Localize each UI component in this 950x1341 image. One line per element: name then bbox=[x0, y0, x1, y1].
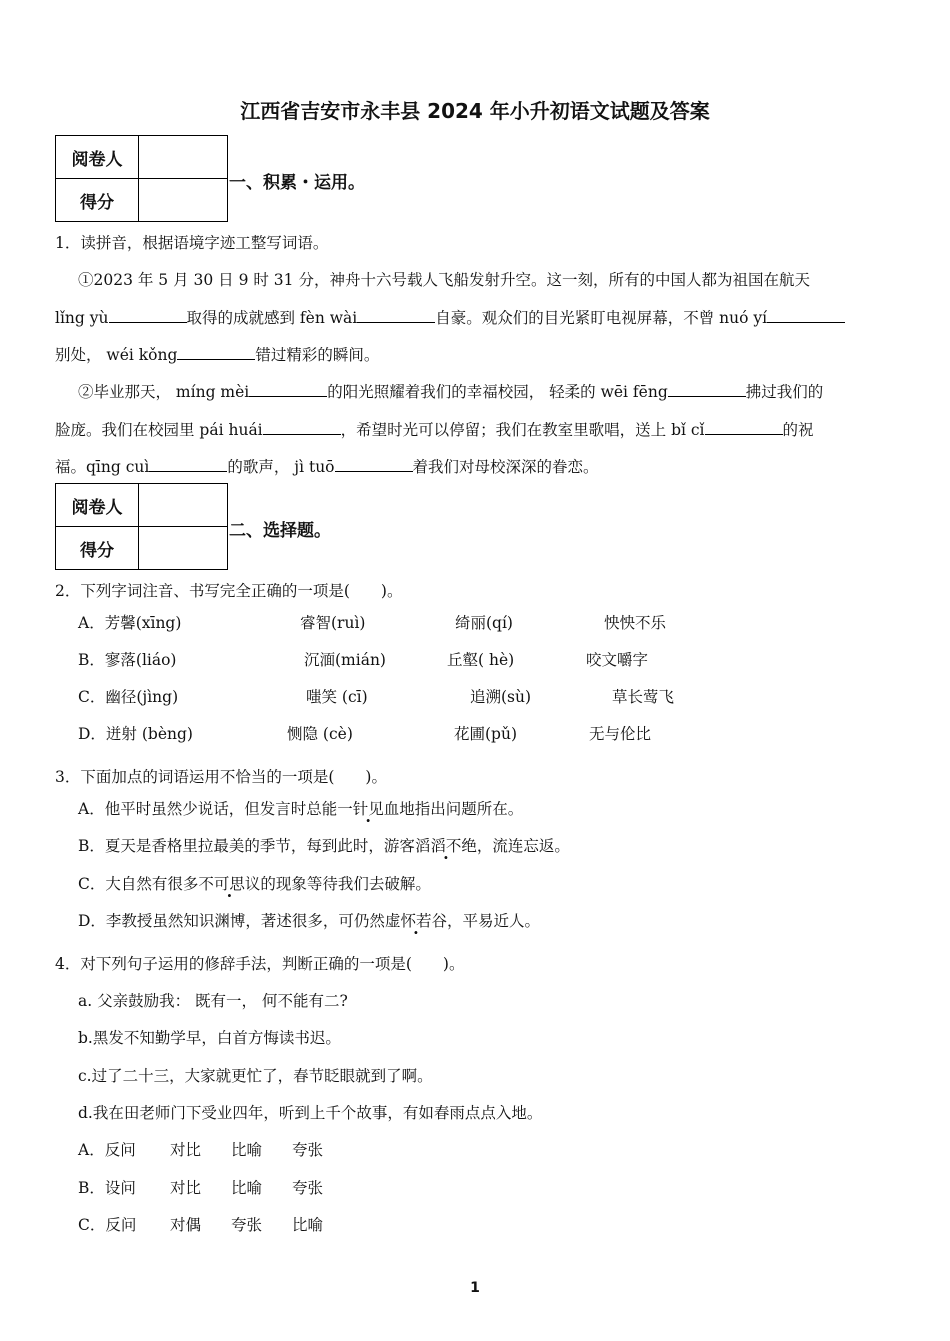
reviewer-field[interactable] bbox=[139, 484, 228, 527]
dotted-word: 滔滔不绝 bbox=[414, 837, 477, 855]
q4-option-a-4: 夸张 bbox=[292, 1141, 324, 1159]
q2-option-d-2: 恻隐 (cè) bbox=[287, 725, 353, 743]
q1-para1-line2: lǐng yù 取得的成就感到 fèn wài 自豪。观众们的目光紧盯电视屏幕，不曾 nuó yí bbox=[55, 306, 888, 328]
q4-sentence-b: b.黑发不知勤学早，白首方悔读书迟。 bbox=[78, 1029, 341, 1047]
answer-blank[interactable] bbox=[705, 421, 783, 435]
grading-box-2 bbox=[55, 483, 228, 570]
q2-option-d-4: 无与伦比 bbox=[589, 725, 652, 743]
section-2-heading: 二、选择题。 bbox=[229, 521, 331, 541]
q1-para1-line1: ①2023 年 5 月 30 日 9 时 31 分，神舟十六号载人飞船发射升空。这一刻，所有的中国人都为祖国在航天 bbox=[78, 271, 810, 289]
dotted-word: 虚怀若谷 bbox=[384, 912, 447, 930]
q2-option-c-4: 草长莺飞 bbox=[612, 688, 675, 706]
dotted-word: 一针见血 bbox=[337, 800, 400, 818]
q1-para2-line1: ②毕业那天， míng mèi 的阳光照耀着我们的幸福校园， 轻柔的 wēi fēng 拂过我们的 bbox=[78, 383, 824, 401]
q2-option-c-1[interactable]: C．幽径(jìng) bbox=[78, 688, 179, 706]
dotted-word: 不可思议 bbox=[198, 875, 261, 893]
q4-option-b[interactable]: B．设问 bbox=[78, 1179, 136, 1197]
q1-stem: 1．读拼音，根据语境字迹工整写词语。 bbox=[55, 234, 329, 252]
section-1-heading: 一、积累・运用。 bbox=[229, 173, 365, 193]
q2-stem: 2．下列字词注音、书写完全正确的一项是( )。 bbox=[55, 582, 403, 600]
q2-option-d-3: 花圃(pǔ) bbox=[454, 725, 517, 743]
q4-sentence-d: d.我在田老师门下受业四年，听到上千个故事，有如春雨点点入地。 bbox=[78, 1104, 543, 1122]
q2-option-a-3: 绮丽(qí) bbox=[455, 614, 513, 632]
q2-option-a-2: 睿智(ruì) bbox=[300, 614, 366, 632]
page-number: 1 bbox=[470, 1280, 480, 1296]
q3-option-b[interactable]: B．夏天是香格里拉最美的季节，每到此时，游客滔滔不绝，流连忘返。 bbox=[78, 837, 570, 855]
answer-blank[interactable] bbox=[668, 383, 746, 397]
q4-option-c-4: 比喻 bbox=[292, 1216, 324, 1234]
q2-option-c-2: 嗤笑 (cī) bbox=[306, 688, 368, 706]
q2-option-c-3: 追溯(sù) bbox=[470, 688, 532, 706]
q4-option-a-2: 对比 bbox=[170, 1141, 202, 1159]
q2-option-b-1[interactable]: B．寥落(liáo) bbox=[78, 651, 177, 669]
score-label: 得分 bbox=[56, 179, 139, 222]
answer-blank[interactable] bbox=[177, 346, 255, 360]
answer-blank[interactable] bbox=[249, 383, 327, 397]
q4-option-b-4: 夸张 bbox=[292, 1179, 324, 1197]
q3-option-c[interactable]: C．大自然有很多不可思议的现象等待我们去破解。 bbox=[78, 875, 431, 893]
q1-para1-line3: 别处， wéi kǒng 错过精彩的瞬间。 bbox=[55, 346, 380, 364]
reviewer-field[interactable] bbox=[139, 136, 228, 179]
q4-sentence-c: c.过了二十三，大家就更忙了，春节眨眼就到了啊。 bbox=[78, 1067, 433, 1085]
q4-option-c-2: 对偶 bbox=[170, 1216, 202, 1234]
q4-option-b-3: 比喻 bbox=[231, 1179, 263, 1197]
q2-option-a-4: 怏怏不乐 bbox=[604, 614, 667, 632]
q4-option-c[interactable]: C．反问 bbox=[78, 1216, 137, 1234]
q3-option-d[interactable]: D．李教授虽然知识渊博，著述很多，可仍然虚怀若谷，平易近人。 bbox=[78, 912, 540, 930]
q4-option-c-3: 夸张 bbox=[231, 1216, 263, 1234]
q3-stem: 3．下面加点的词语运用不恰当的一项是( )。 bbox=[55, 768, 387, 786]
score-label: 得分 bbox=[56, 527, 139, 570]
q1-para2-line3: 福。qīng cuì 的歌声， jì tuō 着我们对母校深深的眷恋。 bbox=[55, 458, 599, 476]
grading-box-1 bbox=[55, 135, 228, 222]
q2-option-a-1[interactable]: A．芳馨(xīng) bbox=[78, 614, 182, 632]
q2-option-b-4: 咬文嚼字 bbox=[586, 651, 649, 669]
q4-option-b-2: 对比 bbox=[170, 1179, 202, 1197]
answer-blank[interactable] bbox=[335, 458, 413, 472]
q2-option-b-3: 丘壑( hè) bbox=[447, 651, 515, 669]
q4-option-a[interactable]: A．反问 bbox=[78, 1141, 136, 1159]
answer-blank[interactable] bbox=[109, 309, 187, 323]
reviewer-label: 阅卷人 bbox=[56, 484, 139, 527]
q4-sentence-a: a. 父亲鼓励我： 既有一， 何不能有二? bbox=[78, 992, 348, 1010]
answer-blank[interactable] bbox=[357, 309, 435, 323]
answer-blank[interactable] bbox=[149, 458, 227, 472]
q4-stem: 4．对下列句子运用的修辞手法，判断正确的一项是( )。 bbox=[55, 955, 465, 973]
reviewer-label: 阅卷人 bbox=[56, 136, 139, 179]
answer-blank[interactable] bbox=[767, 309, 845, 323]
q3-option-a[interactable]: A．他平时虽然少说话，但发言时总能一针见血地指出问题所在。 bbox=[78, 800, 524, 818]
score-field[interactable] bbox=[139, 179, 228, 222]
score-field[interactable] bbox=[139, 527, 228, 570]
q2-option-d-1[interactable]: D．迸射 (bèng) bbox=[78, 725, 193, 743]
answer-blank[interactable] bbox=[263, 421, 341, 435]
q4-option-a-3: 比喻 bbox=[231, 1141, 263, 1159]
q2-option-b-2: 沉湎(mián) bbox=[304, 651, 386, 669]
q1-para2-line2: 脸庞。我们在校园里 pái huái ，希望时光可以停留；我们在教室里歌唱，送上 bǐ cǐ 的祝 bbox=[55, 421, 814, 439]
exam-title: 江西省吉安市永丰县 2024 年小升初语文试题及答案 bbox=[240, 99, 710, 123]
